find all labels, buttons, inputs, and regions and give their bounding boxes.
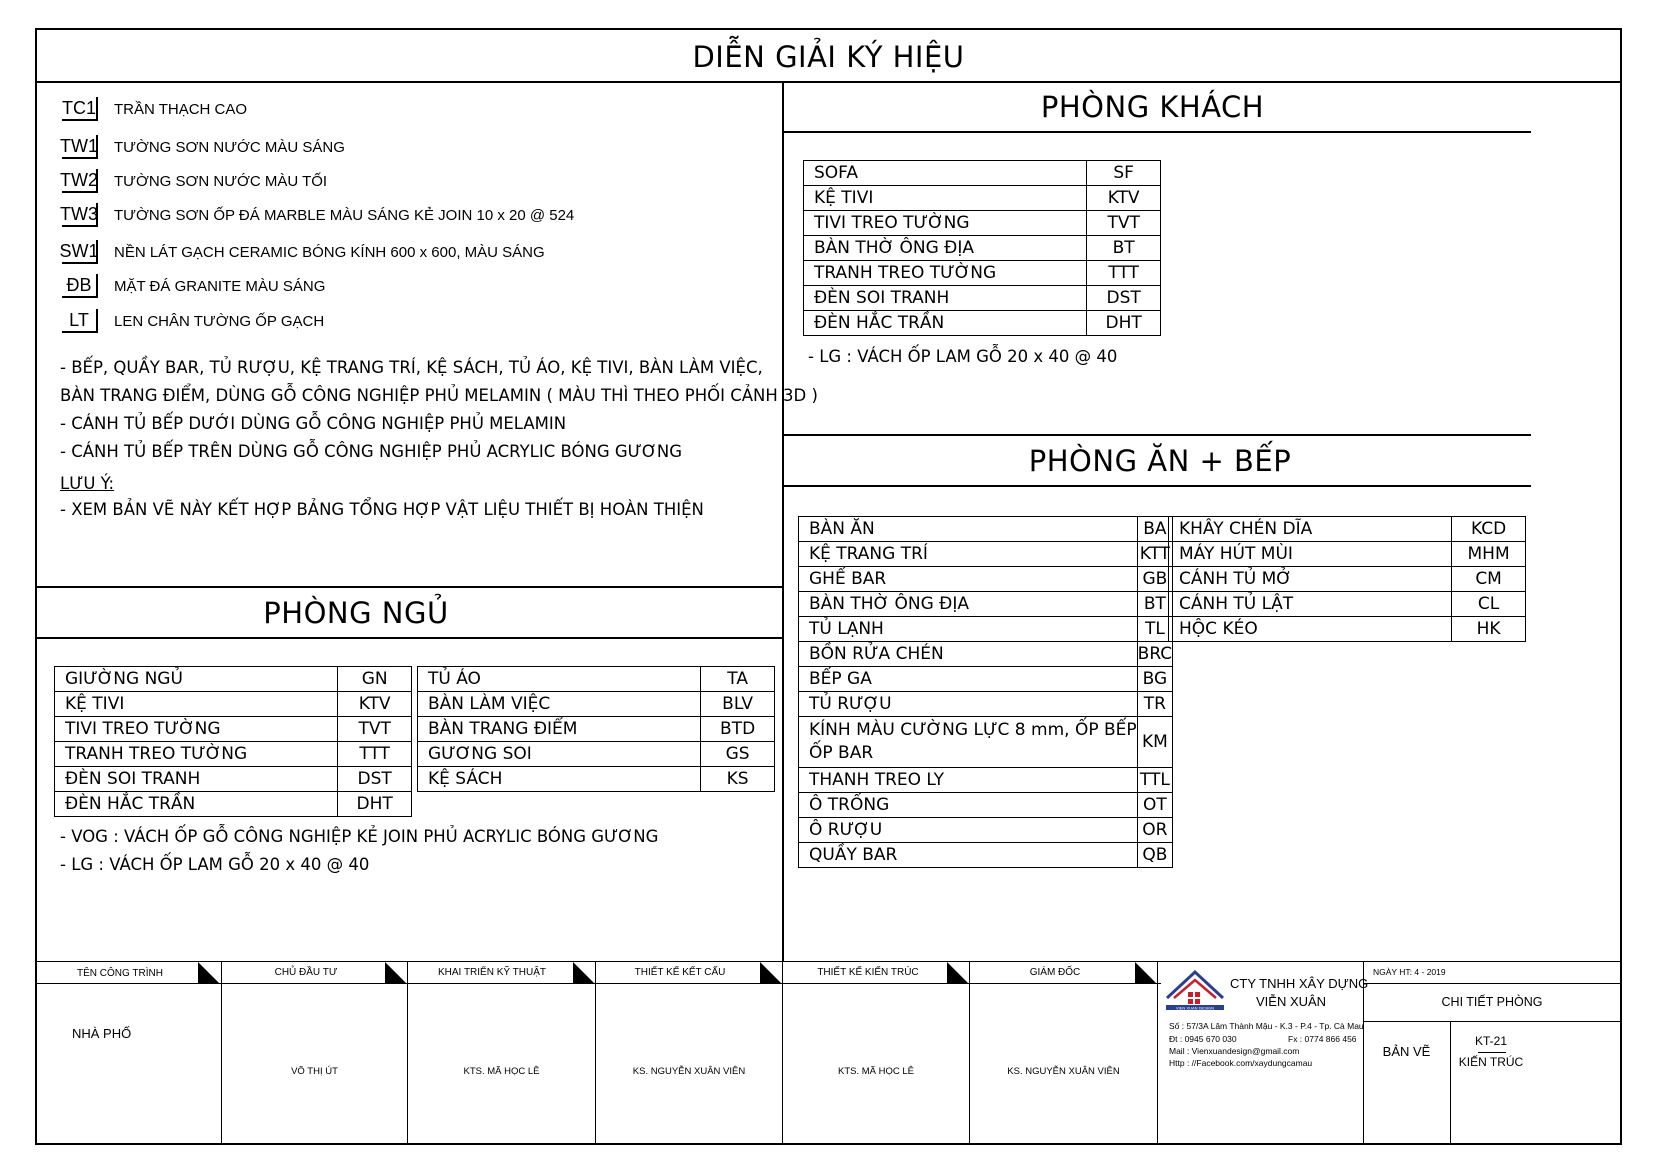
item-name: BÀN THỜ ÔNG ĐỊA [804, 236, 1087, 261]
item-code: OT [1137, 793, 1173, 818]
legend-text: TRẦN THẠCH CAO [114, 100, 248, 118]
item-code: QB [1137, 843, 1173, 868]
table-row [418, 667, 775, 692]
legend-text: TƯỜNG SƠN NƯỚC MÀU TỐI [114, 172, 328, 190]
item-name: BÀN TRANG ĐIỂM [418, 717, 701, 742]
center-divider [782, 82, 784, 962]
table-row [799, 517, 1173, 542]
item-name: ĐÈN SOI TRANH [804, 286, 1087, 311]
kitchen-top-divider [783, 434, 1531, 436]
general-note: BÀN TRANG ĐIỂM, DÙNG GỖ CÔNG NGHIỆP PHỦ MELAMIN ( MÀU THÌ THEO PHỐI CẢNH 3D ) [60, 386, 818, 405]
tb-person: KTS. MÃ HỌC LÊ [463, 1066, 540, 1077]
item-name: TRANH TREO TƯỜNG [804, 261, 1087, 286]
item-code: BRC [1137, 642, 1173, 667]
completion-date: NGÀY HT: 4 - 2019 [1373, 967, 1446, 977]
item-name: GHẾ BAR [799, 567, 1138, 592]
company-name-line1: CTY TNHH XÂY DỰNG [1230, 976, 1369, 991]
item-name: BỒN RỬA CHÉN [799, 642, 1138, 667]
tb-col-line [221, 961, 222, 1143]
legend-item [62, 271, 325, 301]
item-code: KS [701, 767, 775, 792]
item-code: GN [338, 667, 412, 692]
table-row [799, 567, 1173, 592]
tb-col-line [969, 961, 970, 1143]
item-code: BT [1137, 592, 1173, 617]
item-code: DHT [338, 792, 412, 817]
item-name: BÀN THỜ ÔNG ĐỊA [799, 592, 1138, 617]
table-row [55, 667, 412, 692]
table-row [804, 261, 1161, 286]
discipline: KIẾN TRÚC [1458, 1055, 1524, 1069]
table-row [55, 767, 412, 792]
table-row [804, 161, 1161, 186]
table-row [799, 692, 1173, 717]
drawing-title: CHI TIẾT PHÒNG [1441, 995, 1543, 1009]
sheet-number: KT-21 [1474, 1034, 1507, 1048]
item-code: DHT [1087, 311, 1161, 336]
item-code: SF [1087, 161, 1161, 186]
company-address: Số : 57/3A Lâm Thành Mậu - K.3 - P.4 - Tp. Cà Mau [1169, 1021, 1364, 1031]
item-name: TỦ LẠNH [799, 617, 1138, 642]
general-note: - CÁNH TỦ BẾP TRÊN DÙNG GỖ CÔNG NGHIỆP PHỦ ACRYLIC BÓNG GƯƠNG [60, 442, 683, 461]
table-row [799, 717, 1173, 768]
item-name: KỆ TIVI [55, 692, 338, 717]
item-code: KCD [1452, 517, 1526, 542]
legend-code: TW2 [62, 169, 98, 193]
item-name: BÀN ĂN [799, 517, 1138, 542]
table-row [418, 742, 775, 767]
item-code: BG [1137, 667, 1173, 692]
bedroom-table-right [417, 666, 775, 792]
table-row [55, 717, 412, 742]
tb-label: CHỦ ĐẦU TƯ [274, 967, 338, 978]
item-name-line: ỐP BAR [809, 743, 874, 763]
item-code: CM [1452, 567, 1526, 592]
sheet-label: BẢN VẼ [1382, 1044, 1431, 1059]
table-row [804, 236, 1161, 261]
item-name: KỆ TIVI [804, 186, 1087, 211]
tb-person: KS. NGUYỄN XUÂN VIÊN [1007, 1066, 1120, 1077]
tb-person: KTS. MÃ HỌC LÊ [837, 1066, 914, 1077]
legend-text: NỀN LÁT GẠCH CERAMIC BÓNG KÍNH 600 x 600, MÀU SÁNG [114, 243, 545, 261]
table-row [1169, 542, 1526, 567]
general-note: - BẾP, QUẦY BAR, TỦ RƯỢU, KỆ TRANG TRÍ, KỆ SÁCH, TỦ ÁO, KỆ TIVI, BÀN LÀM VIỆC, [60, 358, 763, 377]
item-name: KỆ TRANG TRÍ [799, 542, 1138, 567]
legend-item [62, 166, 327, 196]
item-code: TVT [1087, 211, 1161, 236]
item-code: TR [1137, 692, 1173, 717]
item-code: KTV [338, 692, 412, 717]
item-code: DST [338, 767, 412, 792]
item-name: THANH TREO LY [799, 768, 1138, 793]
tb-person: KS. NGUYỄN XUÂN VIÊN [632, 1066, 746, 1077]
item-code: BLV [701, 692, 775, 717]
item-code: DST [1087, 286, 1161, 311]
tb-col-line [1157, 961, 1158, 1143]
tb-date-line [1363, 983, 1621, 984]
item-name: QUẦY BAR [799, 843, 1138, 868]
tb-col-line [595, 961, 596, 1143]
tb-person: VÕ THỊ ÚT [291, 1066, 338, 1077]
item-name-line: KÍNH MÀU CƯỜNG LỰC 8 mm, ỐP BẾP [809, 720, 1137, 740]
item-name: ĐÈN HẮC TRẦN [804, 311, 1087, 336]
item-name: CÁNH TỦ LẬT [1169, 592, 1452, 617]
bedroom-note: - LG : VÁCH ỐP LAM GỖ 20 x 40 @ 40 [60, 855, 370, 874]
table-row [1169, 517, 1526, 542]
table-row [55, 792, 412, 817]
legend-code: SW1 [62, 240, 98, 264]
tb-title-line [1363, 1021, 1621, 1022]
main-title: DIỄN GIẢI KÝ HIỆU [692, 40, 965, 74]
kitchen-title: PHÒNG ĂN + BẾP [1028, 444, 1292, 478]
table-row [55, 692, 412, 717]
item-code: BT [1087, 236, 1161, 261]
item-name: TRANH TREO TƯỜNG [55, 742, 338, 767]
legend-item [59, 237, 545, 267]
table-row [799, 542, 1173, 567]
logo-text: VIEN XUAN DESIGN [1175, 1005, 1215, 1011]
legend-text: TƯỜNG SƠN ỐP ĐÁ MARBLE MÀU SÁNG KẺ JOIN 10 x 20 @ 524 [114, 206, 575, 224]
caution-label: LƯU Ý: [60, 474, 115, 493]
legend-code: LT [62, 309, 98, 333]
item-name: Ô RƯỢU [799, 818, 1138, 843]
living-room-table [803, 160, 1161, 336]
item-name: BÀN LÀM VIỆC [418, 692, 701, 717]
general-note: - CÁNH TỦ BẾP DƯỚI DÙNG GỖ CÔNG NGHIỆP PHỦ MELAMIN [60, 414, 567, 433]
table-row [799, 592, 1173, 617]
item-name: GIƯỜNG NGỦ [55, 667, 338, 692]
legend-text: LEN CHÂN TƯỜNG ỐP GẠCH [114, 312, 325, 330]
tb-label: THIẾT KẾ KIẾN TRÚC [817, 967, 919, 978]
legend-code: TW3 [62, 203, 98, 227]
tb-label: TÊN CÔNG TRÌNH [77, 968, 163, 979]
item-name: TỦ RƯỢU [799, 692, 1138, 717]
table-row [418, 717, 775, 742]
item-name: MÁY HÚT MÙI [1169, 542, 1452, 567]
legend-item [62, 200, 574, 230]
company-phone: Đt : 0945 670 030 [1169, 1034, 1237, 1044]
bedroom-top-divider [36, 586, 783, 588]
living-room-title: PHÒNG KHÁCH [1040, 90, 1265, 124]
tb-col-line [407, 961, 408, 1143]
kitchen-table-right [1168, 516, 1526, 642]
living-room-divider [783, 131, 1531, 133]
table-row [799, 617, 1173, 642]
item-name: TỦ ÁO [418, 667, 701, 692]
kitchen-table-left [798, 516, 1173, 868]
table-row [1169, 617, 1526, 642]
table-row [804, 211, 1161, 236]
item-code: KM [1137, 717, 1173, 768]
title-divider [36, 81, 1621, 83]
legend-code: TC1 [62, 97, 98, 121]
tb-label: THIẾT KẾ KẾT CẤU [634, 967, 726, 978]
item-code: BTD [701, 717, 775, 742]
company-web: Http : //Facebook.com/xaydungcamau [1169, 1058, 1313, 1068]
table-row [799, 843, 1173, 868]
legend-text: MẶT ĐÁ GRANITE MÀU SÁNG [114, 277, 326, 295]
bedroom-divider [36, 637, 783, 639]
table-row [418, 767, 775, 792]
item-name: SOFA [804, 161, 1087, 186]
item-name: TIVI TREO TƯỜNG [55, 717, 338, 742]
item-code: BA [1137, 517, 1173, 542]
item-code: TTT [338, 742, 412, 767]
item-code: TTT [1087, 261, 1161, 286]
item-code: KTV [1087, 186, 1161, 211]
kitchen-divider [783, 485, 1531, 487]
table-row [418, 692, 775, 717]
table-row [804, 286, 1161, 311]
item-code: TTL [1137, 768, 1173, 793]
legend-item [62, 132, 345, 162]
table-row [1169, 592, 1526, 617]
item-code: HK [1452, 617, 1526, 642]
item-code: TVT [338, 717, 412, 742]
item-code: OR [1137, 818, 1173, 843]
item-code: TL [1137, 617, 1173, 642]
item-name: BẾP GA [799, 667, 1138, 692]
tb-label: GIÁM ĐỐC [1029, 967, 1081, 978]
tb-top-line [36, 961, 1621, 962]
table-row [799, 793, 1173, 818]
item-code: GB [1137, 567, 1173, 592]
bedroom-table-left [54, 666, 412, 817]
bedroom-title: PHÒNG NGỦ [263, 596, 449, 630]
legend-item [62, 306, 324, 336]
sheet-number-rule [1478, 1052, 1506, 1053]
table-row [799, 818, 1173, 843]
company-name-line2: VIỄN XUÂN [1256, 994, 1327, 1009]
item-code: KTT [1137, 542, 1173, 567]
item-code: MHM [1452, 542, 1526, 567]
item-code: GS [701, 742, 775, 767]
table-row [804, 311, 1161, 336]
company-fax: Fx : 0774 866 456 [1288, 1034, 1357, 1044]
item-name: CÁNH TỦ MỞ [1169, 567, 1452, 592]
company-logo-icon [1164, 968, 1226, 1014]
general-note: - XEM BẢN VẼ NÀY KẾT HỢP BẢNG TỔNG HỢP VẬT LIỆU THIẾT BỊ HOÀN THIỆN [60, 500, 704, 519]
item-name: GƯƠNG SOI [418, 742, 701, 767]
item-code: TA [701, 667, 775, 692]
bedroom-note: - VOG : VÁCH ỐP GỖ CÔNG NGHIỆP KẺ JOIN PHỦ ACRYLIC BÓNG GƯƠNG [60, 827, 659, 846]
legend-item [62, 94, 247, 124]
table-row [804, 186, 1161, 211]
table-row [799, 642, 1173, 667]
tb-label: KHAI TRIỂN KỸ THUẬT [438, 967, 546, 978]
tb-col-line [782, 961, 783, 1143]
item-name: Ô TRỐNG [799, 793, 1138, 818]
legend-code: TW1 [62, 135, 98, 159]
legend-text: TƯỜNG SƠN NƯỚC MÀU SÁNG [114, 138, 345, 156]
item-name: TIVI TREO TƯỜNG [804, 211, 1087, 236]
item-name [799, 717, 1138, 768]
legend-code: ĐB [62, 274, 98, 298]
table-row [799, 768, 1173, 793]
table-row [799, 667, 1173, 692]
item-name: ĐÈN SOI TRANH [55, 767, 338, 792]
table-row [55, 742, 412, 767]
item-name: HỘC KÉO [1169, 617, 1452, 642]
item-code: CL [1452, 592, 1526, 617]
project-name: NHÀ PHỐ [72, 1026, 132, 1041]
item-name: KỆ SÁCH [418, 767, 701, 792]
item-name: KHÂY CHÉN DĨA [1169, 517, 1452, 542]
living-room-note: - LG : VÁCH ỐP LAM GỖ 20 x 40 @ 40 [808, 347, 1118, 366]
table-row [1169, 567, 1526, 592]
company-mail: Mail : Vienxuandesign@gmail.com [1169, 1046, 1300, 1056]
item-name: ĐÈN HẮC TRẦN [55, 792, 338, 817]
